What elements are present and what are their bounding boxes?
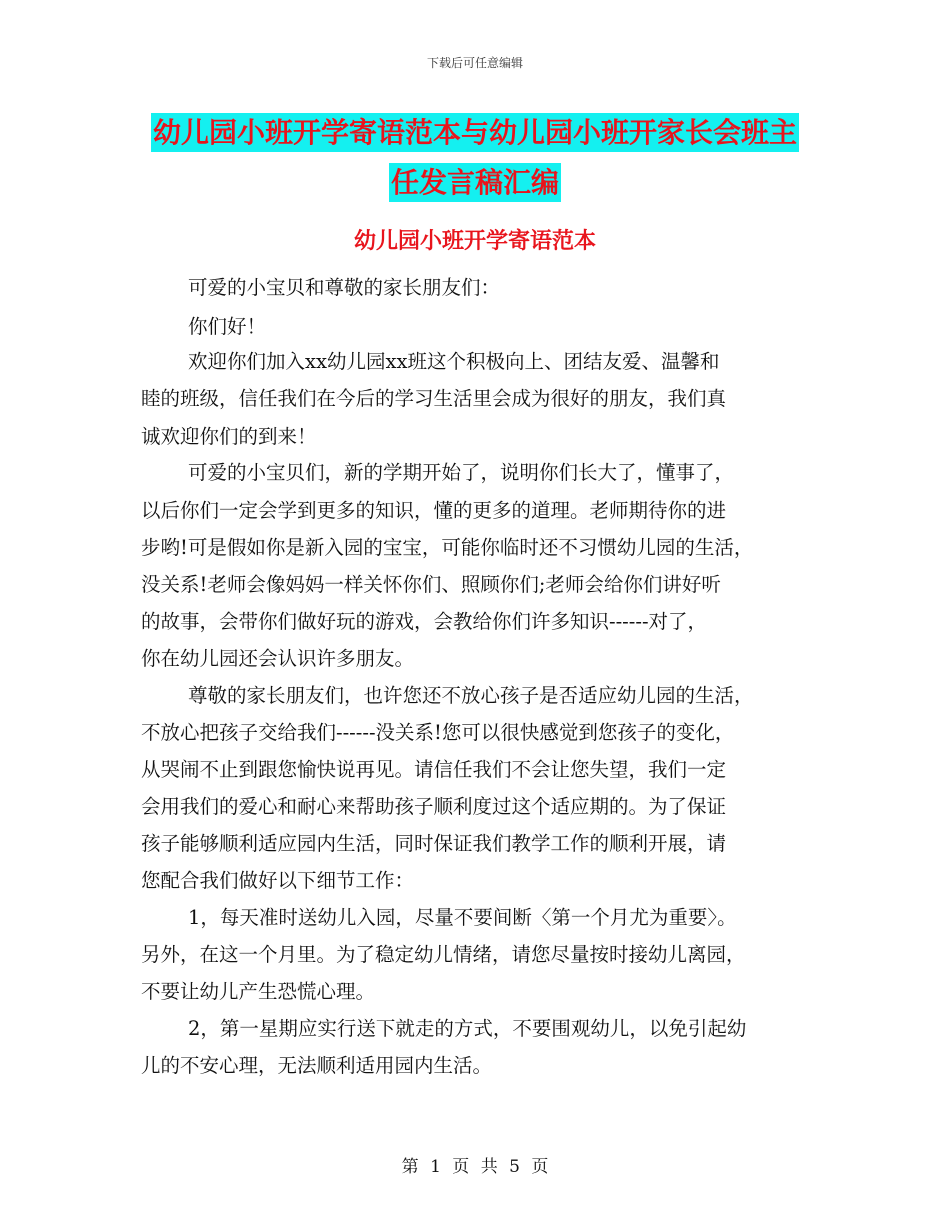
body-line: 你们好！ <box>188 315 267 338</box>
body-line: 以后你们一定会学到更多的知识，懂的更多的道理。老师期待你的进 <box>141 499 727 522</box>
body-line: 会用我们的爱心和耐心来帮助孩子顺利度过这个适应期的。为了保证 <box>141 795 727 818</box>
section-title: 幼儿园小班开学寄语范本 <box>353 229 596 254</box>
body-line: 的故事，会带你们做好玩的游戏，会教给你们许多知识------对了， <box>141 610 708 633</box>
document-title-line-1: 幼儿园小班开学寄语范本与幼儿园小班开家长会班主 <box>151 113 799 152</box>
body-line: 可爱的小宝贝和尊敬的家长朋友们： <box>188 276 501 299</box>
body-line: 你在幼儿园还会认识许多朋友。 <box>141 647 415 670</box>
body-line: 诚欢迎你们的到来！ <box>141 425 317 448</box>
body-line: 欢迎你们加入xx幼儿园xx班这个积极向上、团结友爱、温馨和 <box>188 350 720 373</box>
document-title-line-2: 任发言稿汇编 <box>389 163 561 202</box>
body-line: 不放心把孩子交给我们------没关系!您可以很快感觉到您孩子的变化， <box>141 721 735 744</box>
page-footer: 第 1 页 共 5 页 <box>401 1157 549 1177</box>
body-line: 儿的不安心理，无法顺利适用园内生活。 <box>141 1054 493 1077</box>
body-line: 不要让幼儿产生恐慌心理。 <box>141 980 376 1003</box>
body-line: 1，每天准时送幼儿入园，尽量不要间断〈第一个月尤为重要〉。 <box>188 906 737 929</box>
body-line: 没关系!老师会像妈妈一样关怀你们、照顾你们;老师会给你们讲好听 <box>141 573 721 596</box>
body-line: 从哭闹不止到跟您愉快说再见。请信任我们不会让您失望，我们一定 <box>141 758 727 781</box>
body-line: 睦的班级，信任我们在今后的学习生活里会成为很好的朋友，我们真 <box>141 387 727 410</box>
header-note: 下载后可任意编辑 <box>426 56 523 70</box>
body-line: 步哟!可是假如你是新入园的宝宝，可能你临时还不习惯幼儿园的生活， <box>141 536 754 559</box>
body-line: 尊敬的家长朋友们，也许您还不放心孩子是否适应幼儿园的生活， <box>188 684 754 707</box>
body-line: 另外，在这一个月里。为了稳定幼儿情绪，请您尽量按时接幼儿离园， <box>141 943 746 966</box>
body-line: 可爱的小宝贝们，新的学期开始了，说明你们长大了，懂事了， <box>188 461 735 484</box>
body-line: 孩子能够顺利适应园内生活，同时保证我们教学工作的顺利开展，请 <box>141 832 727 855</box>
body-line: 您配合我们做好以下细节工作： <box>141 869 415 892</box>
document-title <box>140 108 810 208</box>
body-line: 2，第一星期应实行送下就走的方式，不要围观幼儿，以免引起幼 <box>188 1017 747 1040</box>
